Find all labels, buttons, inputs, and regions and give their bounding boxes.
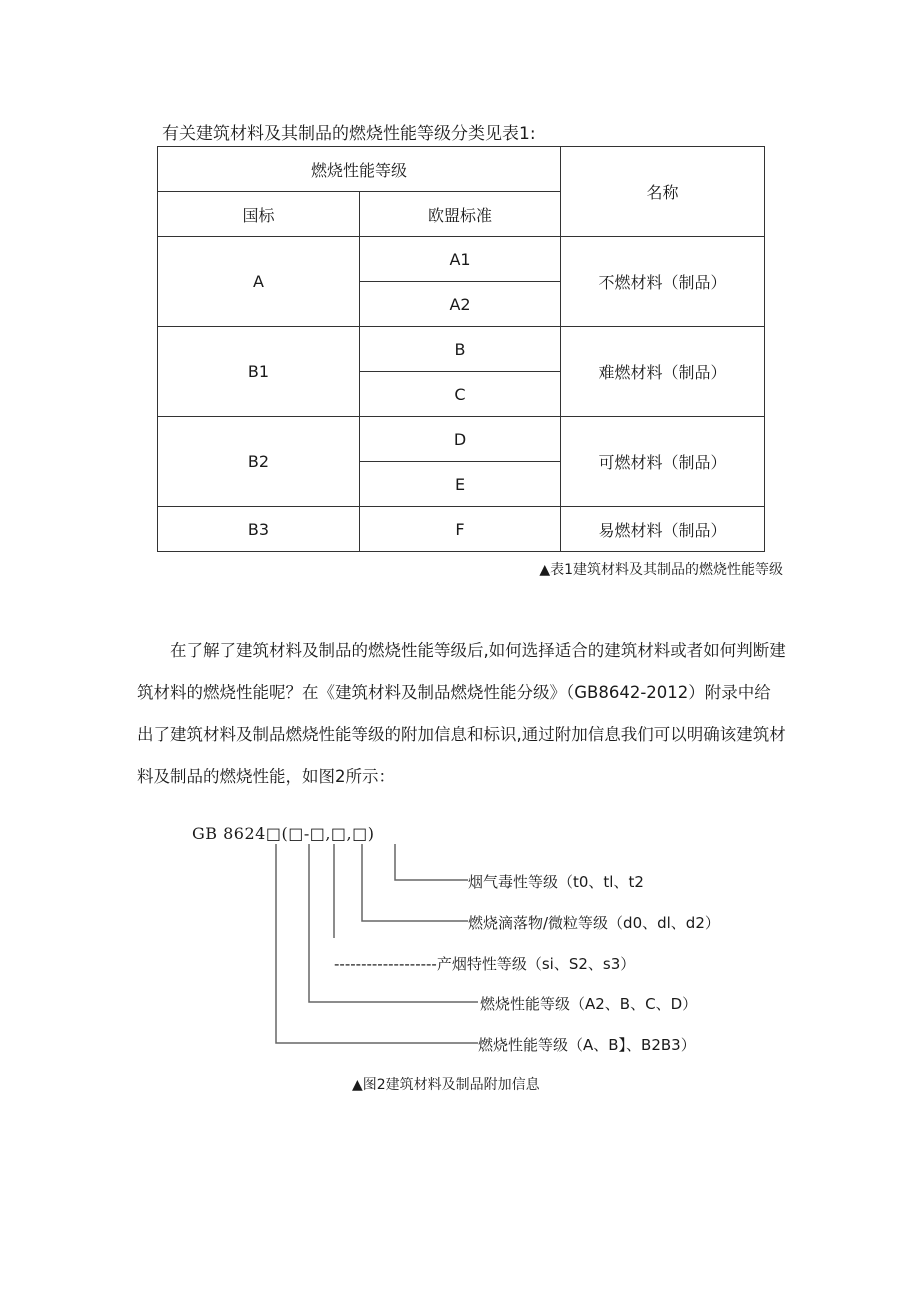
diagram-connector-lines: [0, 818, 920, 1058]
label-toxicity: 烟气毒性等级（t0、tl、t2: [468, 873, 644, 891]
cell-name: 易燃材料（制品）: [561, 507, 765, 552]
cell-national: A: [158, 237, 360, 327]
figure-caption: ▲图2建筑材料及制品附加信息: [352, 1077, 540, 1093]
label-droplets: 燃烧滴落物/微粒等级（d0、dl、d2）: [468, 914, 720, 932]
header-eu: 欧盟标准: [360, 192, 561, 237]
connector-droplets: [362, 844, 468, 921]
connector-national-rating: [276, 844, 478, 1043]
cell-national: B2: [158, 417, 360, 507]
body-paragraph: [137, 630, 787, 798]
cell-eu: D: [360, 417, 561, 462]
table-caption: ▲表1建筑材料及其制品的燃烧性能等级: [539, 562, 783, 578]
header-fire-rating: 燃烧性能等级: [158, 147, 561, 192]
fire-rating-table: [157, 146, 765, 552]
paragraph-text: 在了解了建筑材料及制品的燃烧性能等级后,如何选择适合的建筑材料或者如何判断建筑材料的燃烧性能呢？在《建筑材料及制品燃烧性能分级》（GB8642-2012）附录中给出了建筑材料及制品燃烧性能等级的附加信息和标识,通过附加信息我们可以明确该建筑材料及制品的燃烧性能，如图2所示：: [137, 641, 786, 786]
cell-eu: C: [360, 372, 561, 417]
cell-name: 可燃材料（制品）: [561, 417, 765, 507]
cell-national: B3: [158, 507, 360, 552]
gb-code: GB 8624□(□-□,□,□): [192, 824, 375, 843]
label-national-rating: 燃烧性能等级（A、B】、B2B3）: [478, 1036, 696, 1054]
cell-eu: F: [360, 507, 561, 552]
label-eu-rating: 燃烧性能等级（A2、B、C、D）: [480, 995, 698, 1013]
cell-name: 不燃材料（制品）: [561, 237, 765, 327]
connector-toxicity: [395, 844, 468, 880]
cell-eu: A1: [360, 237, 561, 282]
cell-national: B1: [158, 327, 360, 417]
cell-eu: E: [360, 462, 561, 507]
header-name: 名称: [561, 147, 765, 237]
cell-name: 难燃材料（制品）: [561, 327, 765, 417]
intro-text: 有关建筑材料及其制品的燃烧性能等级分类见表1:: [162, 124, 536, 144]
cell-eu: A2: [360, 282, 561, 327]
classification-diagram: [0, 818, 920, 1058]
label-smoke: -------------------产烟特性等级（si、S2、s3）: [334, 955, 636, 973]
cell-eu: B: [360, 327, 561, 372]
header-national: 国标: [158, 192, 360, 237]
